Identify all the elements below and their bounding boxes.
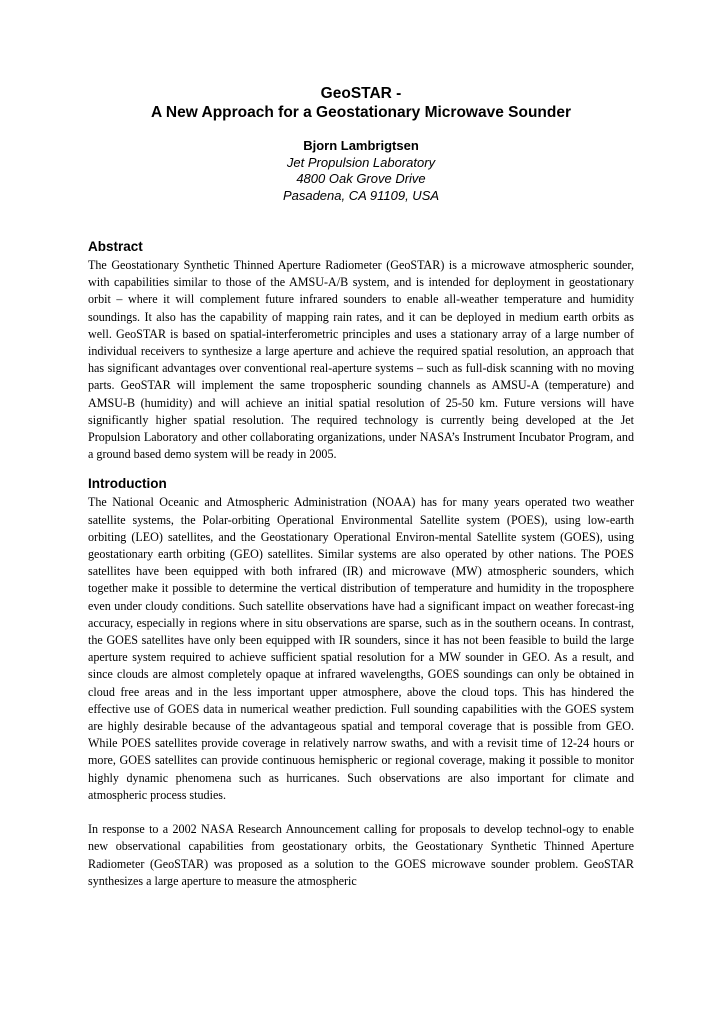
affiliation-city: Pasadena, CA 91109, USA	[282, 187, 440, 203]
affiliation-street: 4800 Oak Grove Drive	[296, 171, 426, 186]
abstract-text: The Geostationary Synthetic Thinned Aperture Radiometer (GeoSTAR) is a microwave atmospheric sounder, with capabilities similar to those of the AMSU-A/B system, and is intended for deployment in geostationary orbit – where it will complement future infrared sounders to enable all-weather temperature and humidity soundings. It also has the capability of mapping rain rates, and it can be deployed in medium earth orbits as well. GeoSTAR is based on spatial-interferometric principles and uses a stationary array of a large number of individual receivers to synthesize a large aperture and achieve the required spatial resolution, an approach that has significant advantages over conventional real-aperture systems – such as full-disk scanning with no moving parts. GeoSTAR will implement the same tropospheric sounding channels as AMSU-A (temperature) and AMSU-B (humidity) and will achieve an initial spatial resolution of 25-50 km. Future versions will have significantly higher spatial resolution. The required technology is currently being developed at the Jet Propulsion Laboratory and other collaborating organizations, under NASA’s Instrument Incubator Program, and a ground based demo system will be ready in 2005.	[88, 258, 634, 462]
author-name: Bjorn Lambrigtsen	[303, 138, 419, 153]
paper-page	[88, 84, 634, 890]
author-block	[88, 138, 634, 204]
intro-paragraph-1: The National Oceanic and Atmospheric Administration (NOAA) has for many years operated two weather satellite systems, the Polar-orbiting Operational Environmental Satellite system (POES), using low-earth orbiting (LEO) satellites, and the Geostationary Operational Environ-mental Satellite system (GOES), using geostationary earth orbiting (GEO) satellites. Similar systems are also operated by other nations. The POES satellites have been equipped with both infrared (IR) and microwave (MW) atmospheric sounders, which together make it possible to determine the vertical distribution of temperature and humidity in the troposphere even under cloudy conditions. Such satellite observations have had a significant impact on weather forecast-ing accuracy, especially in regions where in situ observations are sparse, such as in the southern oceans. In contrast, the GOES satellites have only been equipped with IR sounders, since it has not been feasible to build the large aperture system required to achieve sufficient spatial resolution for a MW sounder in GEO. As a result, and since clouds are almost completely opaque at infrared wavelengths, GOES soundings can only be obtained in cloud free areas and in the less important upper atmosphere, above the cloud tops. This has hindered the effective use of GOES data in numerical weather prediction. Full sounding capabilities with the GOES system are highly desirable because of the advantageous spatial and temporal coverage that is possible from GEO. While POES satellites provide coverage in relatively narrow swaths, and with a revisit time of 12-24 hours or more, GOES satellites can provide continuous hemispheric or regional coverage, making it possible to monitor highly dynamic phenomena such as hurricanes. Such observations are also important for climate and atmospheric process studies.	[88, 495, 634, 802]
title-line-1: GeoSTAR -	[320, 85, 402, 102]
intro-paragraph-2: In response to a 2002 NASA Research Announcement calling for proposals to develop technol-ogy to enable new observational capabilities from geostationary orbits, the Geostationary Synthetic Thinned Aperture Radiometer (GeoSTAR) was proposed as a solution to the GOES microwave sounder problem. GeoSTAR synthesizes a large aperture to measure the atmospheric	[88, 822, 634, 888]
abstract-heading: Abstract	[88, 239, 143, 254]
affiliation-institution: Jet Propulsion Laboratory	[286, 154, 436, 170]
paper-title	[88, 84, 634, 122]
title-line-2: A New Approach for a Geostationary Microwave Sounder	[150, 104, 572, 121]
introduction-heading: Introduction	[88, 476, 167, 492]
